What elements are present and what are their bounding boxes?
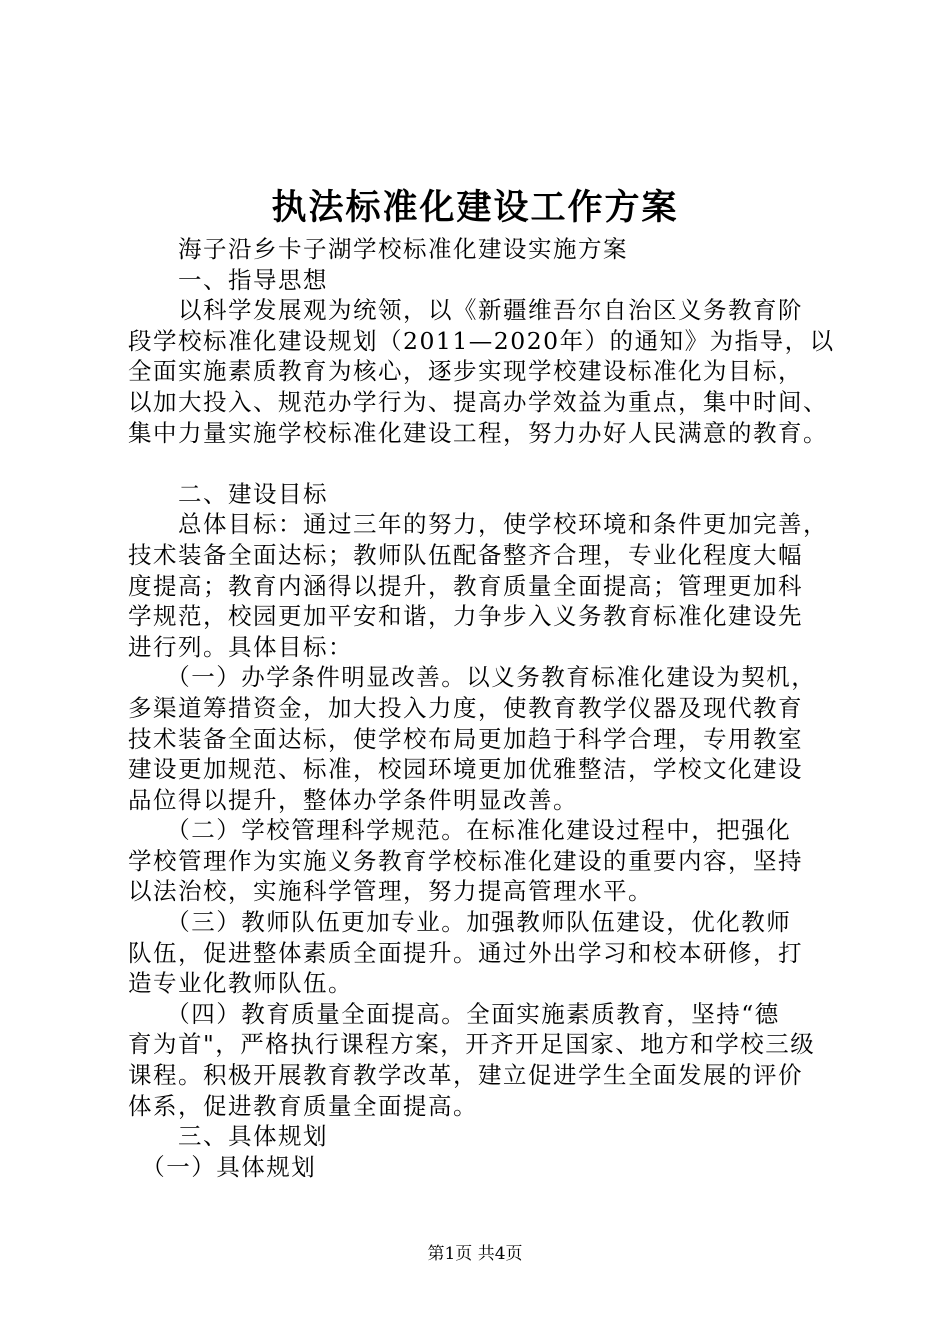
text-line: 集中力量实施学校标准化建设工程，努力办好人民满意的教育。 bbox=[128, 418, 828, 447]
text-line: 造专业化教师队伍。 bbox=[128, 969, 353, 998]
text-line: （三）教师队伍更加专业。加强教师队伍建设，优化教师 bbox=[128, 908, 792, 937]
text-line: 技术装备全面达标；教师队伍配备整齐合理，专业化程度大幅 bbox=[128, 540, 803, 569]
text-line: （四）教育质量全面提高。全面实施素质教育，坚持“德 bbox=[128, 999, 780, 1028]
text-line: 进行列。具体目标： bbox=[128, 632, 353, 661]
text-line: 海子沿乡卡子湖学校标准化建设实施方案 bbox=[128, 235, 628, 263]
text-line: 建设更加规范、标准，校园环境更加优雅整洁，学校文化建设 bbox=[128, 755, 803, 784]
text-line: 以科学发展观为统领，以《新疆维吾尔自治区义务教育阶 bbox=[128, 296, 803, 325]
text-line: 多渠道筹措资金，加大投入力度，使教育教学仪器及现代教育 bbox=[128, 693, 803, 722]
text-line: 以加大投入、规范办学行为、提高办学效益为重点，集中时间、 bbox=[128, 387, 828, 416]
text-line: 育为首"，严格执行课程方案，开齐开足国家、地方和学校三级 bbox=[128, 1030, 816, 1059]
text-line: 品位得以提升，整体办学条件明显改善。 bbox=[128, 785, 578, 814]
text-line: 三、具体规划 bbox=[128, 1122, 328, 1151]
text-line: 技术装备全面达标，使学校布局更加趋于科学合理，专用教室 bbox=[128, 724, 803, 753]
text-line: 度提高；教育内涵得以提升，教育质量全面提高；管理更加科 bbox=[128, 571, 803, 600]
text-line: （二）学校管理科学规范。在标准化建设过程中，把强化 bbox=[128, 816, 792, 845]
text-line: 二、建设目标 bbox=[128, 479, 328, 508]
text-line: 学规范，校园更加平安和谐，力争步入义务教育标准化建设先 bbox=[128, 602, 803, 631]
text-line: 一、指导思想 bbox=[128, 265, 328, 294]
document-title: 执法标准化建设工作方案 bbox=[271, 187, 679, 228]
text-line: （一）办学条件明显改善。以义务教育标准化建设为契机， bbox=[128, 663, 817, 692]
text-line: 课程。积极开展教育教学改革，建立促进学生全面发展的评价 bbox=[128, 1061, 803, 1090]
blank-line bbox=[128, 448, 848, 479]
text-line: 体系，促进教育质量全面提高。 bbox=[128, 1091, 478, 1120]
page-footer: 第1页 共4页 bbox=[427, 1244, 523, 1264]
text-line: 学校管理作为实施义务教育学校标准化建设的重要内容，坚持 bbox=[128, 846, 803, 875]
document-body bbox=[128, 234, 848, 1182]
text-line: （一）具体规划 bbox=[128, 1152, 317, 1181]
text-line: 队伍，促进整体素质全面提升。通过外出学习和校本研修，打 bbox=[128, 938, 803, 967]
text-line: 段学校标准化建设规划（2011—2020年）的通知》为指导，以 bbox=[128, 326, 835, 355]
text-line: 总体目标：通过三年的努力，使学校环境和条件更加完善， bbox=[128, 510, 828, 539]
text-line: 以法治校，实施科学管理，努力提高管理水平。 bbox=[128, 877, 653, 906]
text-line: 全面实施素质教育为核心，逐步实现学校建设标准化为目标， bbox=[128, 357, 803, 386]
